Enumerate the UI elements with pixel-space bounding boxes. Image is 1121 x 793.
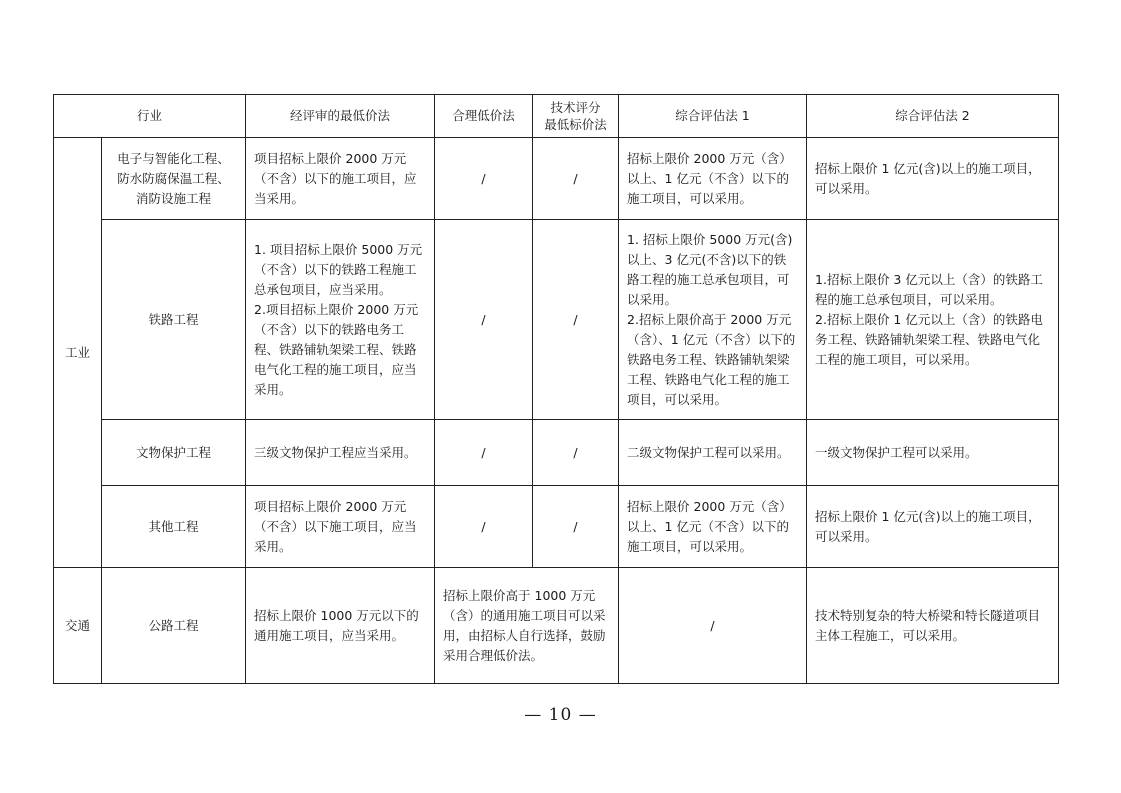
cell-comp2: 招标上限价 1 亿元(含)以上的施工项目，可以采用。 bbox=[807, 138, 1059, 220]
cell-eval-lowest: 招标上限价 1000 万元以下的通用施工项目，应当采用。 bbox=[246, 568, 435, 684]
cell-comp1: 招标上限价 2000 万元（含）以上、1 亿元（不含）以下的施工项目，可以采用。 bbox=[619, 138, 807, 220]
header-reasonable-low: 合理低价法 bbox=[435, 95, 533, 138]
row-name: 公路工程 bbox=[102, 568, 246, 684]
cell-comp1: 1. 招标上限价 5000 万元(含)以上、3 亿元(不含)以下的铁路工程的施工总承包项目，可以采用。 2.招标上限价高于 2000 万元（含）、1 亿元（不含）以下的铁路电务工程、铁路铺轨架梁工程、铁路电气化工程的施工项目，可以采用。 bbox=[619, 220, 807, 420]
cell-tech-score: / bbox=[533, 420, 619, 486]
cell-comp1: / bbox=[619, 568, 807, 684]
cell-tech-score: / bbox=[533, 220, 619, 420]
header-comp1: 综合评估法 1 bbox=[619, 95, 807, 138]
row-name: 电子与智能化工程、 防水防腐保温工程、 消防设施工程 bbox=[102, 138, 246, 220]
table-row bbox=[54, 486, 1059, 568]
row-name: 其他工程 bbox=[102, 486, 246, 568]
cell-comp2: 技术特别复杂的特大桥梁和特长隧道项目主体工程施工，可以采用。 bbox=[807, 568, 1059, 684]
table-header-row bbox=[54, 95, 1059, 138]
table-row bbox=[54, 568, 1059, 684]
header-comp2: 综合评估法 2 bbox=[807, 95, 1059, 138]
cell-reasonable-tech-merged: 招标上限价高于 1000 万元（含）的通用施工项目可以采用，由招标人自行选择，鼓励采用合理低价法。 bbox=[435, 568, 619, 684]
cell-comp1: 招标上限价 2000 万元（含）以上、1 亿元（不含）以下的施工项目，可以采用。 bbox=[619, 486, 807, 568]
table-row bbox=[54, 220, 1059, 420]
group-industry: 工业 bbox=[54, 138, 102, 568]
cell-reasonable-low: / bbox=[435, 138, 533, 220]
header-tech-score: 技术评分 最低标价法 bbox=[533, 95, 619, 138]
cell-comp1: 二级文物保护工程可以采用。 bbox=[619, 420, 807, 486]
cell-reasonable-low: / bbox=[435, 420, 533, 486]
cell-tech-score: / bbox=[533, 138, 619, 220]
row-name: 铁路工程 bbox=[102, 220, 246, 420]
cell-tech-score: / bbox=[533, 486, 619, 568]
cell-eval-lowest: 项目招标上限价 2000 万元（不含）以下的施工项目，应当采用。 bbox=[246, 138, 435, 220]
table-row bbox=[54, 138, 1059, 220]
cell-eval-lowest: 1. 项目招标上限价 5000 万元（不含）以下的铁路工程施工总承包项目，应当采用。 2.项目招标上限价 2000 万元（不含）以下的铁路电务工程、铁路铺轨架梁工程、铁路电气化工程的施工项目，应当采用。 bbox=[246, 220, 435, 420]
cell-eval-lowest: 三级文物保护工程应当采用。 bbox=[246, 420, 435, 486]
evaluation-method-table bbox=[53, 94, 1059, 684]
page-number: — 10 — bbox=[524, 705, 597, 725]
group-transport: 交通 bbox=[54, 568, 102, 684]
cell-comp2: 一级文物保护工程可以采用。 bbox=[807, 420, 1059, 486]
header-industry: 行业 bbox=[54, 95, 246, 138]
cell-eval-lowest: 项目招标上限价 2000 万元（不含）以下施工项目，应当采用。 bbox=[246, 486, 435, 568]
cell-reasonable-low: / bbox=[435, 220, 533, 420]
row-name: 文物保护工程 bbox=[102, 420, 246, 486]
header-eval-lowest: 经评审的最低价法 bbox=[246, 95, 435, 138]
table-row bbox=[54, 420, 1059, 486]
cell-comp2: 1.招标上限价 3 亿元以上（含）的铁路工程的施工总承包项目，可以采用。 2.招标上限价 1 亿元以上（含）的铁路电务工程、铁路铺轨架梁工程、铁路电气化工程的施工项目，可以采用。 bbox=[807, 220, 1059, 420]
cell-comp2: 招标上限价 1 亿元(含)以上的施工项目，可以采用。 bbox=[807, 486, 1059, 568]
cell-reasonable-low: / bbox=[435, 486, 533, 568]
